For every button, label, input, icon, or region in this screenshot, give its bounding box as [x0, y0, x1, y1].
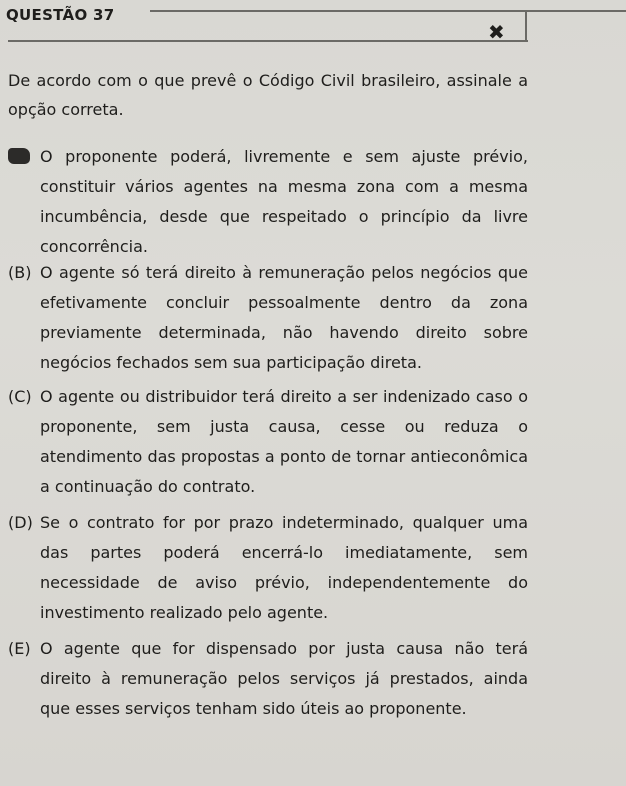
option-letter: (B): [8, 263, 32, 282]
option-c[interactable]: [8, 382, 528, 502]
option-a[interactable]: [8, 142, 528, 262]
option-letter: (D): [8, 513, 33, 532]
option-b[interactable]: [8, 258, 528, 378]
header-bracket: [525, 10, 527, 42]
option-text: O proponente poderá, livremente e sem ajuste prévio, constituir vários agentes na mesma zona com a mesma incumbência, desde que respeitado o princípio da livre concorrência.: [40, 147, 528, 256]
option-letter: (E): [8, 639, 31, 658]
header-divider-top: [150, 10, 626, 12]
header-divider-bottom: [8, 40, 528, 42]
option-text: O agente que for dispensado por justa causa não terá direito à remuneração pelos serviços já prestados, ainda que esses serviços tenham sido úteis ao proponente.: [40, 639, 528, 718]
option-e[interactable]: [8, 634, 528, 724]
option-letter: (C): [8, 387, 32, 406]
option-d[interactable]: [8, 508, 528, 628]
option-text: O agente só terá direito à remuneração pelos negócios que efetivamente concluir pessoalmente dentro da zona previamente determinada, não havendo direito sobre negócios fechados sem sua participação direta.: [40, 263, 528, 372]
close-icon: ✖: [488, 20, 505, 44]
question-stem: De acordo com o que prevê o Código Civil brasileiro, assinale a opção correta.: [8, 71, 528, 119]
option-text: Se o contrato for por prazo indeterminado, qualquer uma das partes poderá encerrá-lo imediatamente, sem necessidade de aviso prévio, independentemente do investimento realizado pelo agente.: [40, 513, 528, 622]
option-text: O agente ou distribuidor terá direito a ser indenizado caso o proponente, sem justa causa, cesse ou reduza o atendimento das propostas a ponto de tornar antieconômica a continuação do contrato.: [40, 387, 528, 496]
question-title: QUESTÃO 37: [6, 6, 115, 24]
